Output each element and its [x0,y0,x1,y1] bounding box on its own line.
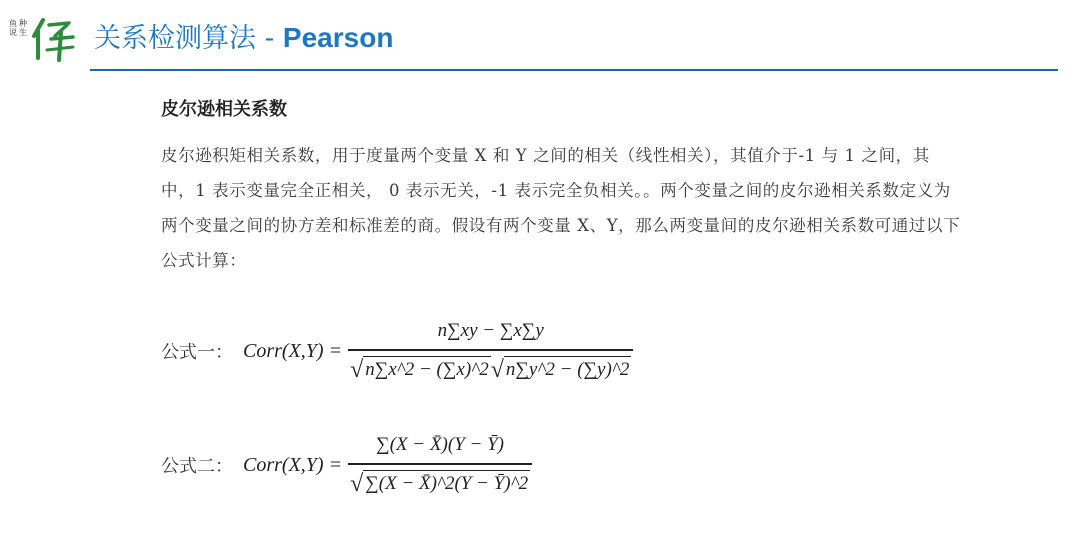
formula-two-lhs: Corr(X,Y) = [243,453,343,476]
section-paragraph: 皮尔逊积矩相关系数，用于度量两个变量 X 和 Y 之间的相关（线性相关），其值介于-1 与 1 之间，其中，1 表示变量完全正相关， 0 表示无关，-1 表示完全负相关。。两个变量之间的皮尔逊相关系数定义为两个变量之间的协方差和标准差的商。假设有两个变量 X、Y，那么两变量间的皮尔逊相关系数可通过以下公式计算： [161,146,961,270]
formula-one [161,318,633,385]
page-title [94,18,393,59]
logo-text-left: 鱼说 [9,19,17,37]
formula-two-fraction [348,432,532,499]
sqrt-term [350,356,491,384]
sqrt-term [350,470,530,498]
logo-text-right: 种生 [19,19,27,37]
svg-text:仟: 仟 [29,16,30,17]
header-divider [90,69,1058,71]
page-title-en: Pearson [282,22,394,53]
radicand-y: n∑y^2 − (∑y)^2 [504,356,631,384]
radicand-xy: ∑(X − X̄)^2(Y − Ȳ)^2 [363,470,530,498]
formula-two-denominator [348,470,532,499]
document-content [161,96,981,278]
formula-two-numerator: ∑(X − X̄)(Y − Ȳ) [376,434,504,455]
formula-two [161,432,532,499]
formula-one-fraction [348,318,633,385]
radicand-x: n∑x^2 − (∑x)^2 [363,356,490,384]
formula-one-label: 公式一： [161,342,233,364]
section-heading: 皮尔逊相关系数 [161,99,287,120]
radical-icon: √ [350,470,364,497]
formula-one-lhs: Corr(X,Y) = [243,339,343,362]
logo-glyph-icon [29,16,77,62]
formula-two-label: 公式二： [161,456,233,478]
fraction-bar [348,349,633,351]
brand-logo [8,16,80,66]
formula-one-denominator [348,356,633,385]
fraction-bar [348,463,532,465]
page-title-cn: 关系检测算法 - [94,23,283,54]
radical-icon: √ [350,356,364,383]
formula-one-numerator: n∑xy − ∑x∑y [437,320,544,341]
radical-icon: √ [490,356,504,383]
sqrt-term [491,356,632,384]
